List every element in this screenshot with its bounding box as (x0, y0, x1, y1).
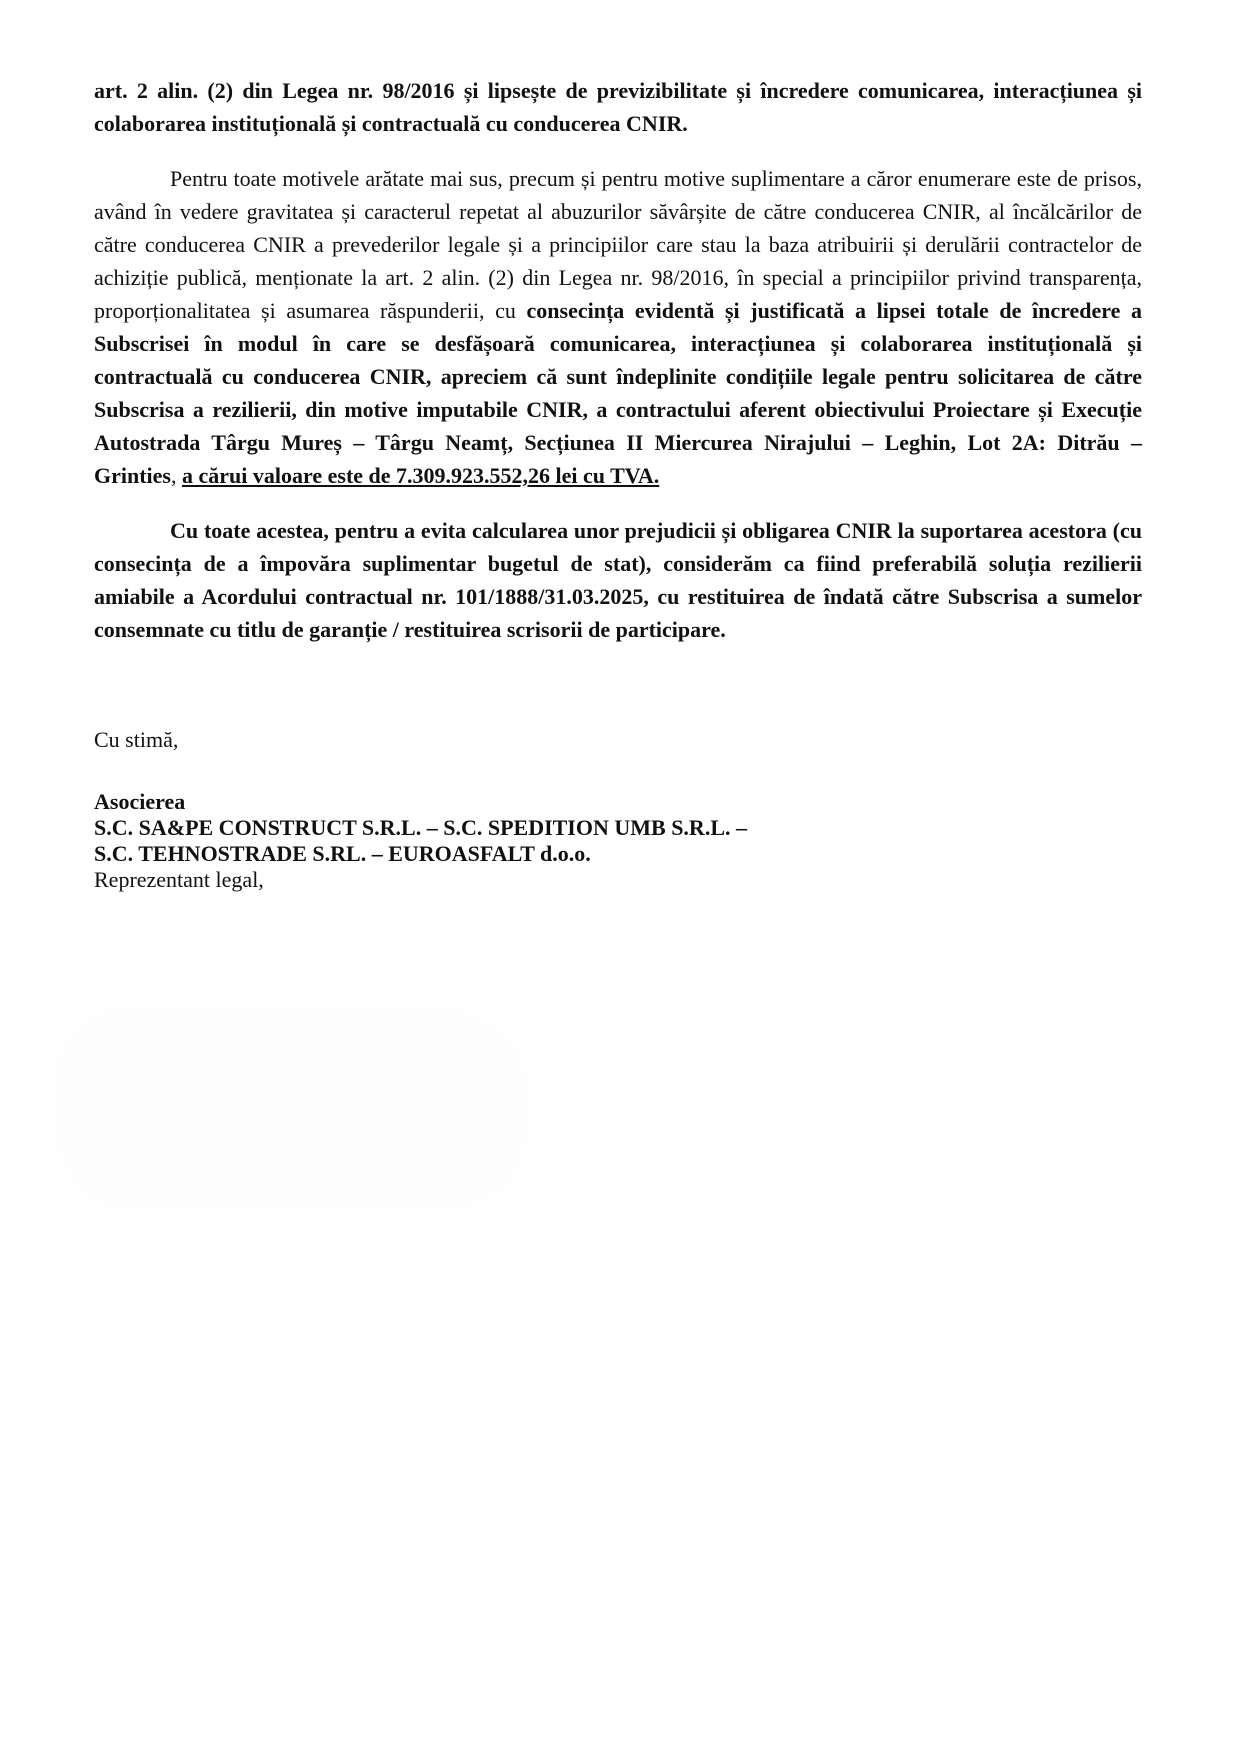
text-segment: Pentru toate motivele arătate mai sus, precum și pentru motive suplimentare a căror enumerare este de prisos, având în vedere gravitatea și caracterul repetat al abuzurilor săvârșite de către conducerea CNIR, al încălcărilor de către conducerea CNIR a prevederilor legale și a principiilor care stau la baza atribuirii și derulării contractelor de achiziție publică, menționate la art. 2 alin. (2) din Legea nr. 98/2016, în special a principiilor privind transparența, proporționalitatea și asumarea răspunderii, cu (94, 166, 1142, 323)
text-segment: , (171, 463, 182, 488)
contract-value-text: a cărui valoare este de 7.309.923.552,26 lei cu TVA. (182, 463, 660, 488)
signature-block (94, 789, 1142, 893)
signature-representative-label: Reprezentant legal, (94, 867, 264, 892)
signature-association: Asocierea (94, 789, 186, 814)
redacted-signature-area (62, 1015, 517, 1200)
text-segment: art. 2 alin. (2) din Legea nr. 98/2016 și lipsește de previzibilitate și încredere comunicarea, interacțiunea și colaborarea instituțională și contractuală cu conducerea CNIR. (94, 78, 1142, 136)
signature-companies-line2: S.C. TEHNOSTRADE S.RL. – EUROASFALT d.o.o. (94, 841, 591, 866)
closing-salutation: Cu stimă, (94, 727, 179, 752)
signature-companies-line1: S.C. SA&PE CONSTRUCT S.R.L. – S.C. SPEDITION UMB S.R.L. – (94, 815, 747, 840)
paragraph-termination-request (94, 162, 1142, 492)
paragraph-conclusion-continued (94, 74, 1142, 140)
document-page (94, 74, 1142, 893)
paragraph-amicable-termination (94, 514, 1142, 646)
text-segment: consecința evidentă și justificată a lipsei totale de încredere a Subscrisei în modul în care se desfășoară comunicarea, interacțiunea și colaborarea instituțională și contractuală cu conducerea CNIR, apreciem că sunt îndeplinite condițiile legale pentru solicitarea de către Subscrisa a rezilierii, din motive imputabile CNIR, a contractului aferent obiectivului Proiectare și Execuție Autostrada Târgu Mureș – Târgu Neamț, Secțiunea II Miercurea Nirajului – Leghin, Lot 2A: Ditrău – Grinties (94, 298, 1142, 488)
text-segment: Cu toate acestea, pentru a evita calcularea unor prejudicii și obligarea CNIR la suportarea acestora (cu consecința de a împovăra suplimentar bugetul de stat), considerăm ca fiind preferabilă soluția rezilierii amiabile a Acordului contractual nr. 101/1888/31.03.2025, cu restituirea de îndată către Subscrisa a sumelor consemnate cu titlu de garanție / restituirea scrisorii de participare. (94, 518, 1142, 642)
